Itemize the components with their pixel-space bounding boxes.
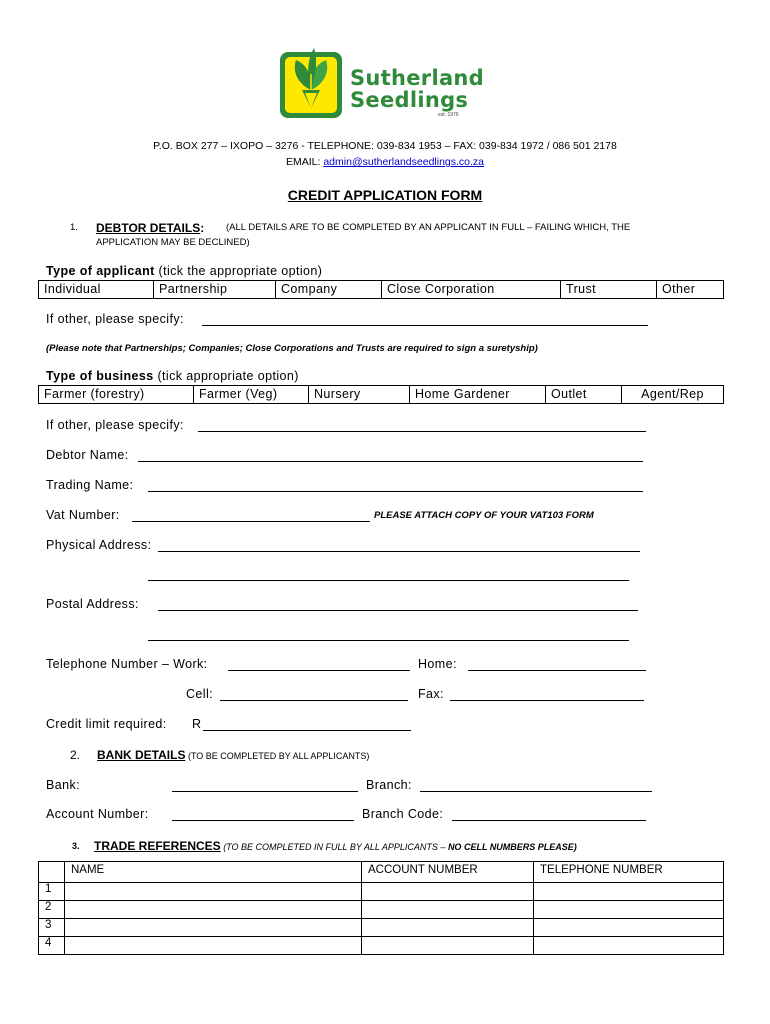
name-column-header: NAME	[65, 862, 362, 883]
table-row	[39, 937, 724, 955]
trade-references-header-row	[39, 862, 724, 883]
business-type-label-bold: Type of business	[46, 369, 154, 383]
business-other-label: If other, please specify:	[46, 418, 184, 432]
reference-telephone-cell[interactable]	[534, 919, 724, 937]
reference-name-cell[interactable]	[65, 937, 362, 955]
reference-telephone-cell[interactable]	[534, 937, 724, 955]
form-title: CREDIT APPLICATION FORM	[287, 187, 483, 203]
applicant-option-other[interactable]: Other	[657, 281, 724, 299]
applicant-other-field[interactable]	[202, 325, 648, 326]
applicant-option-trust[interactable]: Trust	[561, 281, 657, 299]
table-row	[39, 901, 724, 919]
applicant-option-individual[interactable]: Individual	[39, 281, 154, 299]
row-number: 2	[39, 901, 65, 919]
vat-note: PLEASE ATTACH COPY OF YOUR VAT103 FORM	[374, 510, 594, 521]
credit-limit-field[interactable]	[203, 730, 411, 731]
table-row	[39, 919, 724, 937]
account-number-column-header: ACCOUNT NUMBER	[362, 862, 534, 883]
reference-name-cell[interactable]	[65, 901, 362, 919]
section3-number: 3.	[72, 841, 80, 851]
logo-name-line1: Sutherland	[350, 66, 485, 90]
business-type-label-rest: (tick appropriate option)	[153, 369, 299, 383]
section1-note-line1: (ALL DETAILS ARE TO BE COMPLETED BY AN APPLICANT IN FULL – FAILING WHICH, THE	[226, 222, 631, 233]
business-type-label	[46, 369, 299, 383]
applicant-option-close-corporation[interactable]: Close Corporation	[382, 281, 561, 299]
vat-number-field[interactable]	[132, 521, 370, 522]
applicant-option-partnership[interactable]: Partnership	[154, 281, 276, 299]
section2-title: BANK DETAILS	[97, 748, 186, 762]
branch-code-label: Branch Code:	[362, 807, 444, 821]
business-option-nursery[interactable]: Nursery	[309, 386, 410, 404]
applicant-type-table	[38, 280, 724, 299]
table-row	[39, 883, 724, 901]
trade-references-table	[38, 861, 724, 955]
telephone-number-column-header: TELEPHONE NUMBER	[534, 862, 724, 883]
physical-address-field-1[interactable]	[158, 551, 640, 552]
branch-code-field[interactable]	[452, 820, 646, 821]
business-option-outlet[interactable]: Outlet	[546, 386, 622, 404]
section3-note-bold: NO CELL NUMBERS PLEASE)	[447, 842, 577, 852]
logo-established: est. 1979	[438, 112, 459, 118]
section3-note: (TO BE COMPLETED IN FULL BY ALL APPLICANTS –	[220, 842, 448, 852]
bank-field[interactable]	[172, 791, 358, 792]
trading-name-label: Trading Name:	[46, 478, 134, 492]
row-number: 1	[39, 883, 65, 901]
fax-field[interactable]	[450, 700, 644, 701]
address-line: P.O. BOX 277 – IXOPO – 3276 - TELEPHONE: 039-834 1953 – FAX: 039-834 1972 / 086 501 2178	[153, 140, 617, 152]
suretyship-note: (Please note that Partnerships; Companies; Close Corporations and Trusts are required to sign a suretyship)	[46, 343, 538, 354]
physical-address-label: Physical Address:	[46, 538, 152, 552]
seedling-icon	[278, 44, 344, 124]
debtor-name-field[interactable]	[138, 461, 643, 462]
section2-note: (TO BE COMPLETED BY ALL APPLICANTS)	[185, 751, 370, 761]
row-number: 3	[39, 919, 65, 937]
business-option-farmer-veg[interactable]: Farmer (Veg)	[194, 386, 309, 404]
postal-address-label: Postal Address:	[46, 597, 139, 611]
physical-address-field-2[interactable]	[148, 580, 629, 581]
reference-account-cell[interactable]	[362, 919, 534, 937]
reference-telephone-cell[interactable]	[534, 901, 724, 919]
row-number: 4	[39, 937, 65, 955]
applicant-type-label	[46, 264, 322, 278]
section1-colon: :	[200, 221, 205, 235]
vat-number-label: Vat Number:	[46, 508, 120, 522]
section1-title-wrap	[96, 221, 204, 235]
business-option-agent-rep[interactable]: Agent/Rep	[622, 386, 724, 404]
postal-address-field-1[interactable]	[158, 610, 638, 611]
applicant-option-company[interactable]: Company	[276, 281, 382, 299]
section3-title: TRADE REFERENCES	[94, 839, 221, 853]
section1-number: 1.	[70, 222, 78, 233]
email-line	[0, 156, 770, 168]
trading-name-field[interactable]	[148, 491, 643, 492]
business-other-field[interactable]	[198, 431, 646, 432]
home-label: Home:	[418, 657, 457, 671]
branch-field[interactable]	[420, 791, 652, 792]
bank-label: Bank:	[46, 778, 80, 792]
reference-account-cell[interactable]	[362, 901, 534, 919]
email-label: EMAIL:	[285, 156, 324, 168]
postal-address-field-2[interactable]	[148, 640, 629, 641]
reference-name-cell[interactable]	[65, 883, 362, 901]
account-number-field[interactable]	[172, 820, 354, 821]
company-logo	[278, 44, 494, 124]
applicant-other-label: If other, please specify:	[46, 312, 184, 326]
section1-title: DEBTOR DETAILS	[96, 221, 201, 235]
branch-label: Branch:	[366, 778, 412, 792]
debtor-name-label: Debtor Name:	[46, 448, 129, 462]
row-number-header	[39, 862, 65, 883]
reference-telephone-cell[interactable]	[534, 883, 724, 901]
reference-account-cell[interactable]	[362, 937, 534, 955]
credit-limit-label: Credit limit required:	[46, 717, 167, 731]
business-option-farmer-forestry[interactable]: Farmer (forestry)	[39, 386, 194, 404]
business-option-home-gardener[interactable]: Home Gardener	[410, 386, 546, 404]
cell-field[interactable]	[220, 700, 408, 701]
section3-heading	[94, 839, 577, 853]
section2-number: 2.	[70, 748, 81, 762]
applicant-type-label-bold: Type of applicant	[46, 264, 155, 278]
home-field[interactable]	[468, 670, 646, 671]
fax-label: Fax:	[418, 687, 444, 701]
account-number-label: Account Number:	[46, 807, 149, 821]
credit-limit-prefix: R	[192, 717, 202, 731]
telephone-work-label: Telephone Number – Work:	[46, 657, 208, 671]
email-link[interactable]: admin@sutherlandseedlings.co.za	[323, 156, 485, 168]
applicant-type-label-rest: (tick the appropriate option)	[154, 264, 323, 278]
telephone-work-field[interactable]	[228, 670, 410, 671]
reference-account-cell[interactable]	[362, 883, 534, 901]
business-type-table	[38, 385, 724, 404]
reference-name-cell[interactable]	[65, 919, 362, 937]
section2-heading	[97, 748, 369, 762]
logo-name-line2: Seedlings	[350, 88, 469, 112]
cell-label: Cell:	[186, 687, 214, 701]
section1-note-line2: APPLICATION MAY BE DECLINED)	[96, 237, 250, 248]
